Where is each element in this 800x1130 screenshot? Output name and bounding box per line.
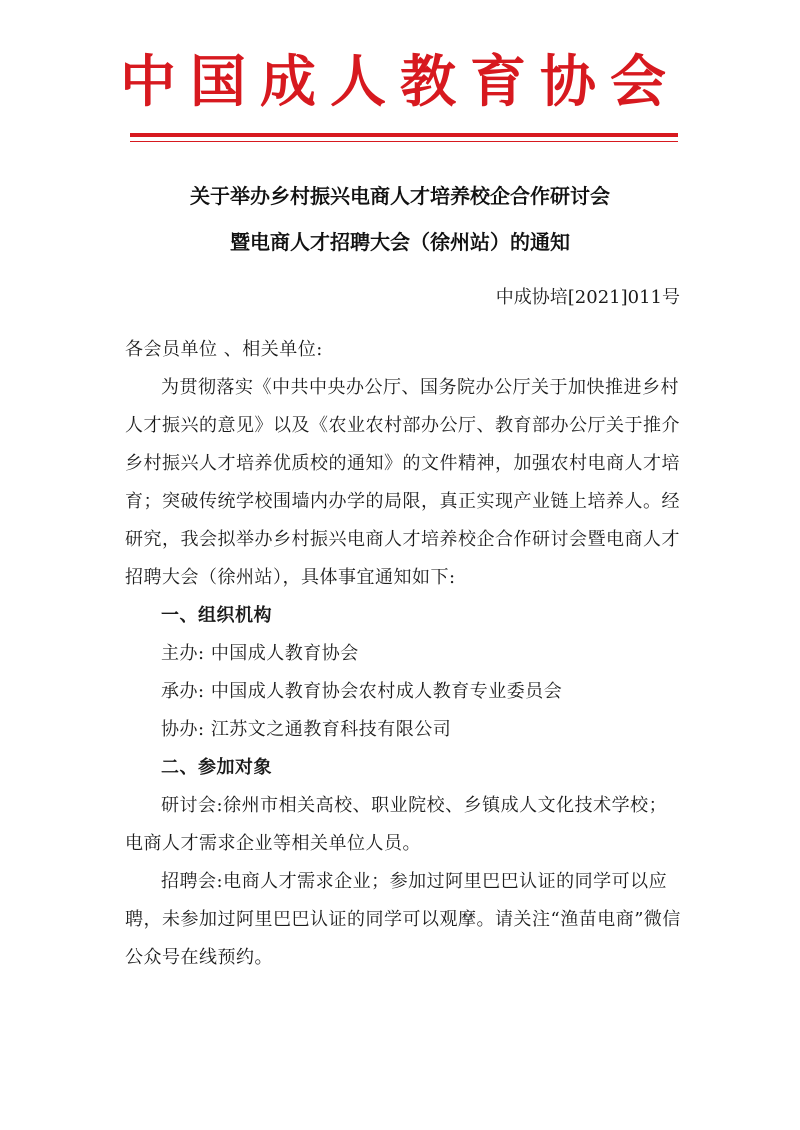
recruitment-value: 电商人才需求企业；参加过阿里巴巴认证的同学可以应聘，未参加过阿里巴巴认证的同学可以观摩。请关注“渔苗电商”微信公众号在线预约。 bbox=[125, 871, 681, 968]
organizer-row bbox=[125, 673, 685, 711]
letterhead-red-line-thin bbox=[130, 141, 678, 142]
letterhead-title: 中国成人教育协会 bbox=[120, 50, 680, 115]
organizer-value: 中国成人教育协会农村成人教育专业委员会 bbox=[210, 681, 563, 702]
host-label: 主办: bbox=[161, 643, 205, 664]
recruitment-label: 招聘会: bbox=[161, 871, 224, 892]
host-row bbox=[125, 635, 685, 673]
notice-title-line-2: 暨电商人才招聘大会（徐州站）的通知 bbox=[230, 230, 570, 254]
section-heading-participants: 二、参加对象 bbox=[161, 757, 272, 778]
notice-body bbox=[125, 331, 685, 977]
co-organizer-label: 协办: bbox=[161, 719, 205, 740]
intro-paragraph: 为贯彻落实《中共中央办公厅、国务院办公厅关于加快推进乡村人才振兴的意见》以及《农业农村部办公厅、教育部办公厅关于推介乡村振兴人才培养优质校的通知》的文件精神，加强农村电商人才培育；突破传统学校围墙内办学的局限，真正实现产业链上培养人。经研究，我会拟举办乡村振兴电商人才培养校企合作研讨会暨电商人才招聘大会（徐州站），具体事宜通知如下: bbox=[125, 377, 680, 588]
organizer-label: 承办: bbox=[161, 681, 205, 702]
co-organizer-value: 江苏文之通教育科技有限公司 bbox=[210, 719, 452, 740]
seminar-paragraph bbox=[125, 787, 685, 863]
seminar-value: 徐州市相关高校、职业院校、乡镇成人文化技术学校；电商人才需求企业等相关单位人员。 bbox=[125, 795, 668, 854]
seminar-label: 研讨会: bbox=[161, 795, 224, 816]
section-heading-organization: 一、组织机构 bbox=[161, 605, 272, 626]
host-value: 中国成人教育协会 bbox=[210, 643, 359, 664]
letterhead-red-line-thick bbox=[130, 133, 678, 137]
co-organizer-row bbox=[125, 711, 685, 749]
notice-title-line-1: 关于举办乡村振兴电商人才培养校企合作研讨会 bbox=[190, 184, 610, 208]
salutation: 各会员单位 、相关单位: bbox=[125, 339, 323, 360]
document-number: 中成协培[2021]011号 bbox=[495, 287, 680, 308]
recruitment-paragraph bbox=[125, 863, 685, 977]
